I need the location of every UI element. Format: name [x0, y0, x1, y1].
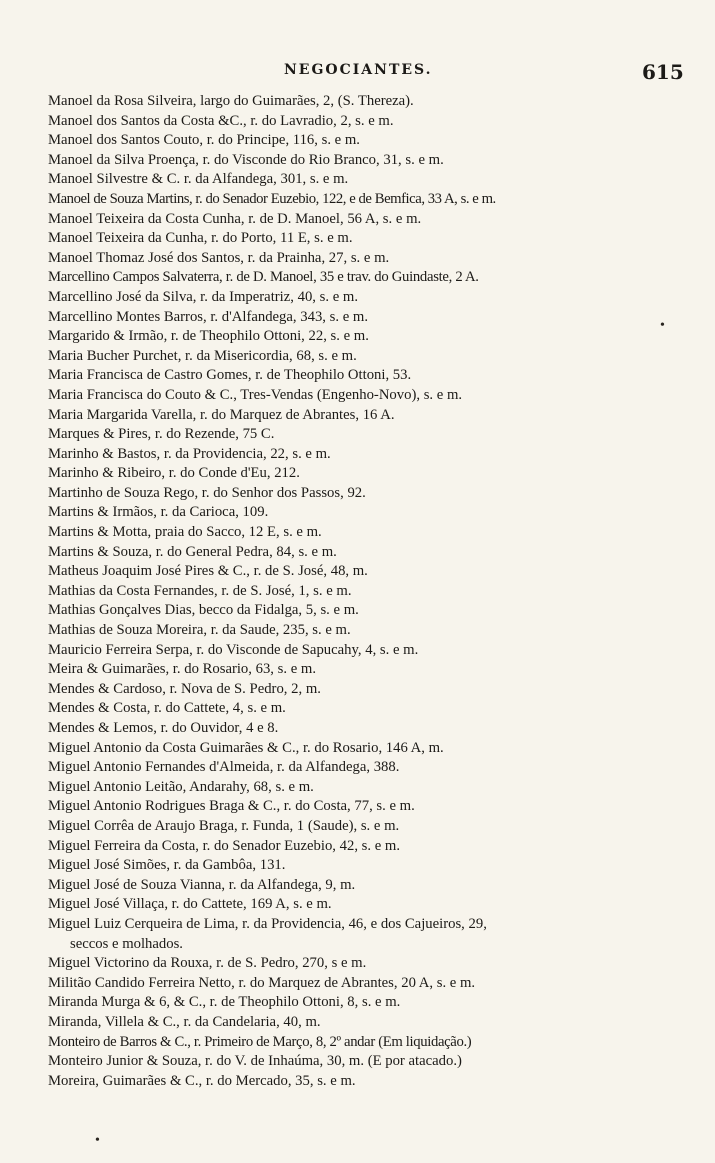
list-item: Mathias Gonçalves Dias, becco da Fidalga, 5, s. e m. [48, 602, 359, 619]
list-item: Mathias de Souza Moreira, r. da Saude, 235, s. e m. [48, 622, 351, 639]
merchant-list [48, 92, 688, 1091]
list-item: Miranda, Villela & C., r. da Candelaria, 40, m. [48, 1013, 321, 1030]
list-item: Manoel Silvestre & C. r. da Alfandega, 301, s. e m. [48, 171, 349, 188]
list-item: Marinho & Bastos, r. da Providencia, 22, s. e m. [48, 445, 331, 462]
list-item [48, 915, 688, 954]
list-item: Miguel Antonio Leitão, Andarahy, 68, s. e m. [48, 778, 314, 795]
list-item: Mauricio Ferreira Serpa, r. do Visconde de Sapucahy, 4, s. e m. [48, 641, 419, 658]
list-item: Maria Bucher Purchet, r. da Misericordia, 68, s. e m. [48, 347, 357, 364]
list-item-continuation: seccos e molhados. [70, 935, 183, 952]
list-item: Maria Margarida Varella, r. do Marquez de Abrantes, 16 A. [48, 406, 395, 423]
list-item: Miguel Antonio da Costa Guimarães & C., r. do Rosario, 146 A, m. [48, 739, 444, 756]
list-item: Marcellino Campos Salvaterra, r. de D. Manoel, 35 e trav. do Guindaste, 2 A. [48, 269, 479, 286]
list-item: Miguel Ferreira da Costa, r. do Senador Euzebio, 42, s. e m. [48, 837, 401, 854]
list-item: Miguel Antonio Fernandes d'Almeida, r. da Alfandega, 388. [48, 759, 400, 776]
list-item: Miguel José Villaça, r. do Cattete, 169 A, s. e m. [48, 896, 332, 913]
list-item: Mendes & Costa, r. do Cattete, 4, s. e m. [48, 700, 286, 717]
list-item: Miguel Corrêa de Araujo Braga, r. Funda, 1 (Saude), s. e m. [48, 817, 400, 834]
list-item: Manoel Thomaz José dos Santos, r. da Prainha, 27, s. e m. [48, 249, 390, 266]
list-item: Martins & Motta, praia do Sacco, 12 E, s. e m. [48, 524, 322, 541]
page-header [0, 60, 715, 86]
list-item-text: Miguel Luiz Cerqueira de Lima, r. da Providencia, 46, e dos Cajueiros, 29, [48, 915, 487, 932]
page-number: 615 [642, 60, 684, 84]
section-title: NEGOCIANTES. [284, 62, 433, 78]
list-item: Matheus Joaquim José Pires & C., r. de S. José, 48, m. [48, 563, 368, 580]
stray-dot-mark: • [660, 318, 665, 333]
list-item: Manoel da Rosa Silveira, largo do Guimarães, 2, (S. Thereza). [48, 93, 414, 109]
list-item: Martins & Souza, r. do General Pedra, 84, s. e m. [48, 543, 337, 560]
list-item: Meira & Guimarães, r. do Rosario, 63, s. e m. [48, 661, 316, 678]
list-item: Manoel de Souza Martins, r. do Senador Euzebio, 122, e de Bemfica, 33 A, s. e m. [48, 190, 496, 207]
list-item: Mathias da Costa Fernandes, r. de S. José, 1, s. e m. [48, 582, 352, 599]
list-item: Monteiro de Barros & C., r. Primeiro de Março, 8, 2º andar (Em liquidação.) [48, 1033, 472, 1050]
list-item: Miranda Murga & 6, & C., r. de Theophilo Ottoni, 8, s. e m. [48, 994, 401, 1011]
list-item: Manoel Teixeira da Cunha, r. do Porto, 11 E, s. e m. [48, 230, 353, 247]
list-item: Marcellino José da Silva, r. da Imperatriz, 40, s. e m. [48, 288, 358, 305]
list-item: Maria Francisca do Couto & C., Tres-Vendas (Engenho-Novo), s. e m. [48, 386, 463, 403]
list-item: Marinho & Ribeiro, r. do Conde d'Eu, 212. [48, 465, 300, 482]
list-item: Militão Candido Ferreira Netto, r. do Marquez de Abrantes, 20 A, s. e m. [48, 974, 476, 991]
list-item: Miguel Victorino da Rouxa, r. de S. Pedro, 270, s e m. [48, 955, 367, 972]
list-item: Maria Francisca de Castro Gomes, r. de Theophilo Ottoni, 53. [48, 367, 412, 384]
list-item: Miguel José Simões, r. da Gambôa, 131. [48, 857, 286, 874]
stray-dot-mark: • [95, 1133, 100, 1148]
list-item: Monteiro Junior & Souza, r. do V. de Inhaúma, 30, m. (E por atacado.) [48, 1053, 462, 1070]
list-item: Manoel dos Santos da Costa &C., r. do Lavradio, 2, s. e m. [48, 112, 394, 129]
list-item: Mendes & Lemos, r. do Ouvidor, 4 e 8. [48, 720, 279, 736]
list-item: Martins & Irmãos, r. da Carioca, 109. [48, 504, 269, 521]
list-item: Marques & Pires, r. do Rezende, 75 C. [48, 426, 275, 443]
list-item: Manoel dos Santos Couto, r. do Principe, 116, s. e m. [48, 132, 360, 149]
list-item: Margarido & Irmão, r. de Theophilo Ottoni, 22, s. e m. [48, 328, 369, 345]
list-item: Miguel José de Souza Vianna, r. da Alfandega, 9, m. [48, 876, 356, 893]
list-item: Martinho de Souza Rego, r. do Senhor dos Passos, 92. [48, 484, 366, 501]
list-item: Mendes & Cardoso, r. Nova de S. Pedro, 2, m. [48, 680, 321, 697]
list-item: Miguel Antonio Rodrigues Braga & C., r. do Costa, 77, s. e m. [48, 798, 415, 815]
list-item: Manoel Teixeira da Costa Cunha, r. de D. Manoel, 56 A, s. e m. [48, 210, 422, 227]
list-item: Manoel da Silva Proença, r. do Visconde do Rio Branco, 31, s. e m. [48, 151, 444, 168]
list-item: Marcellino Montes Barros, r. d'Alfandega, 343, s. e m. [48, 308, 368, 325]
list-item: Moreira, Guimarães & C., r. do Mercado, 35, s. e m. [48, 1072, 356, 1089]
